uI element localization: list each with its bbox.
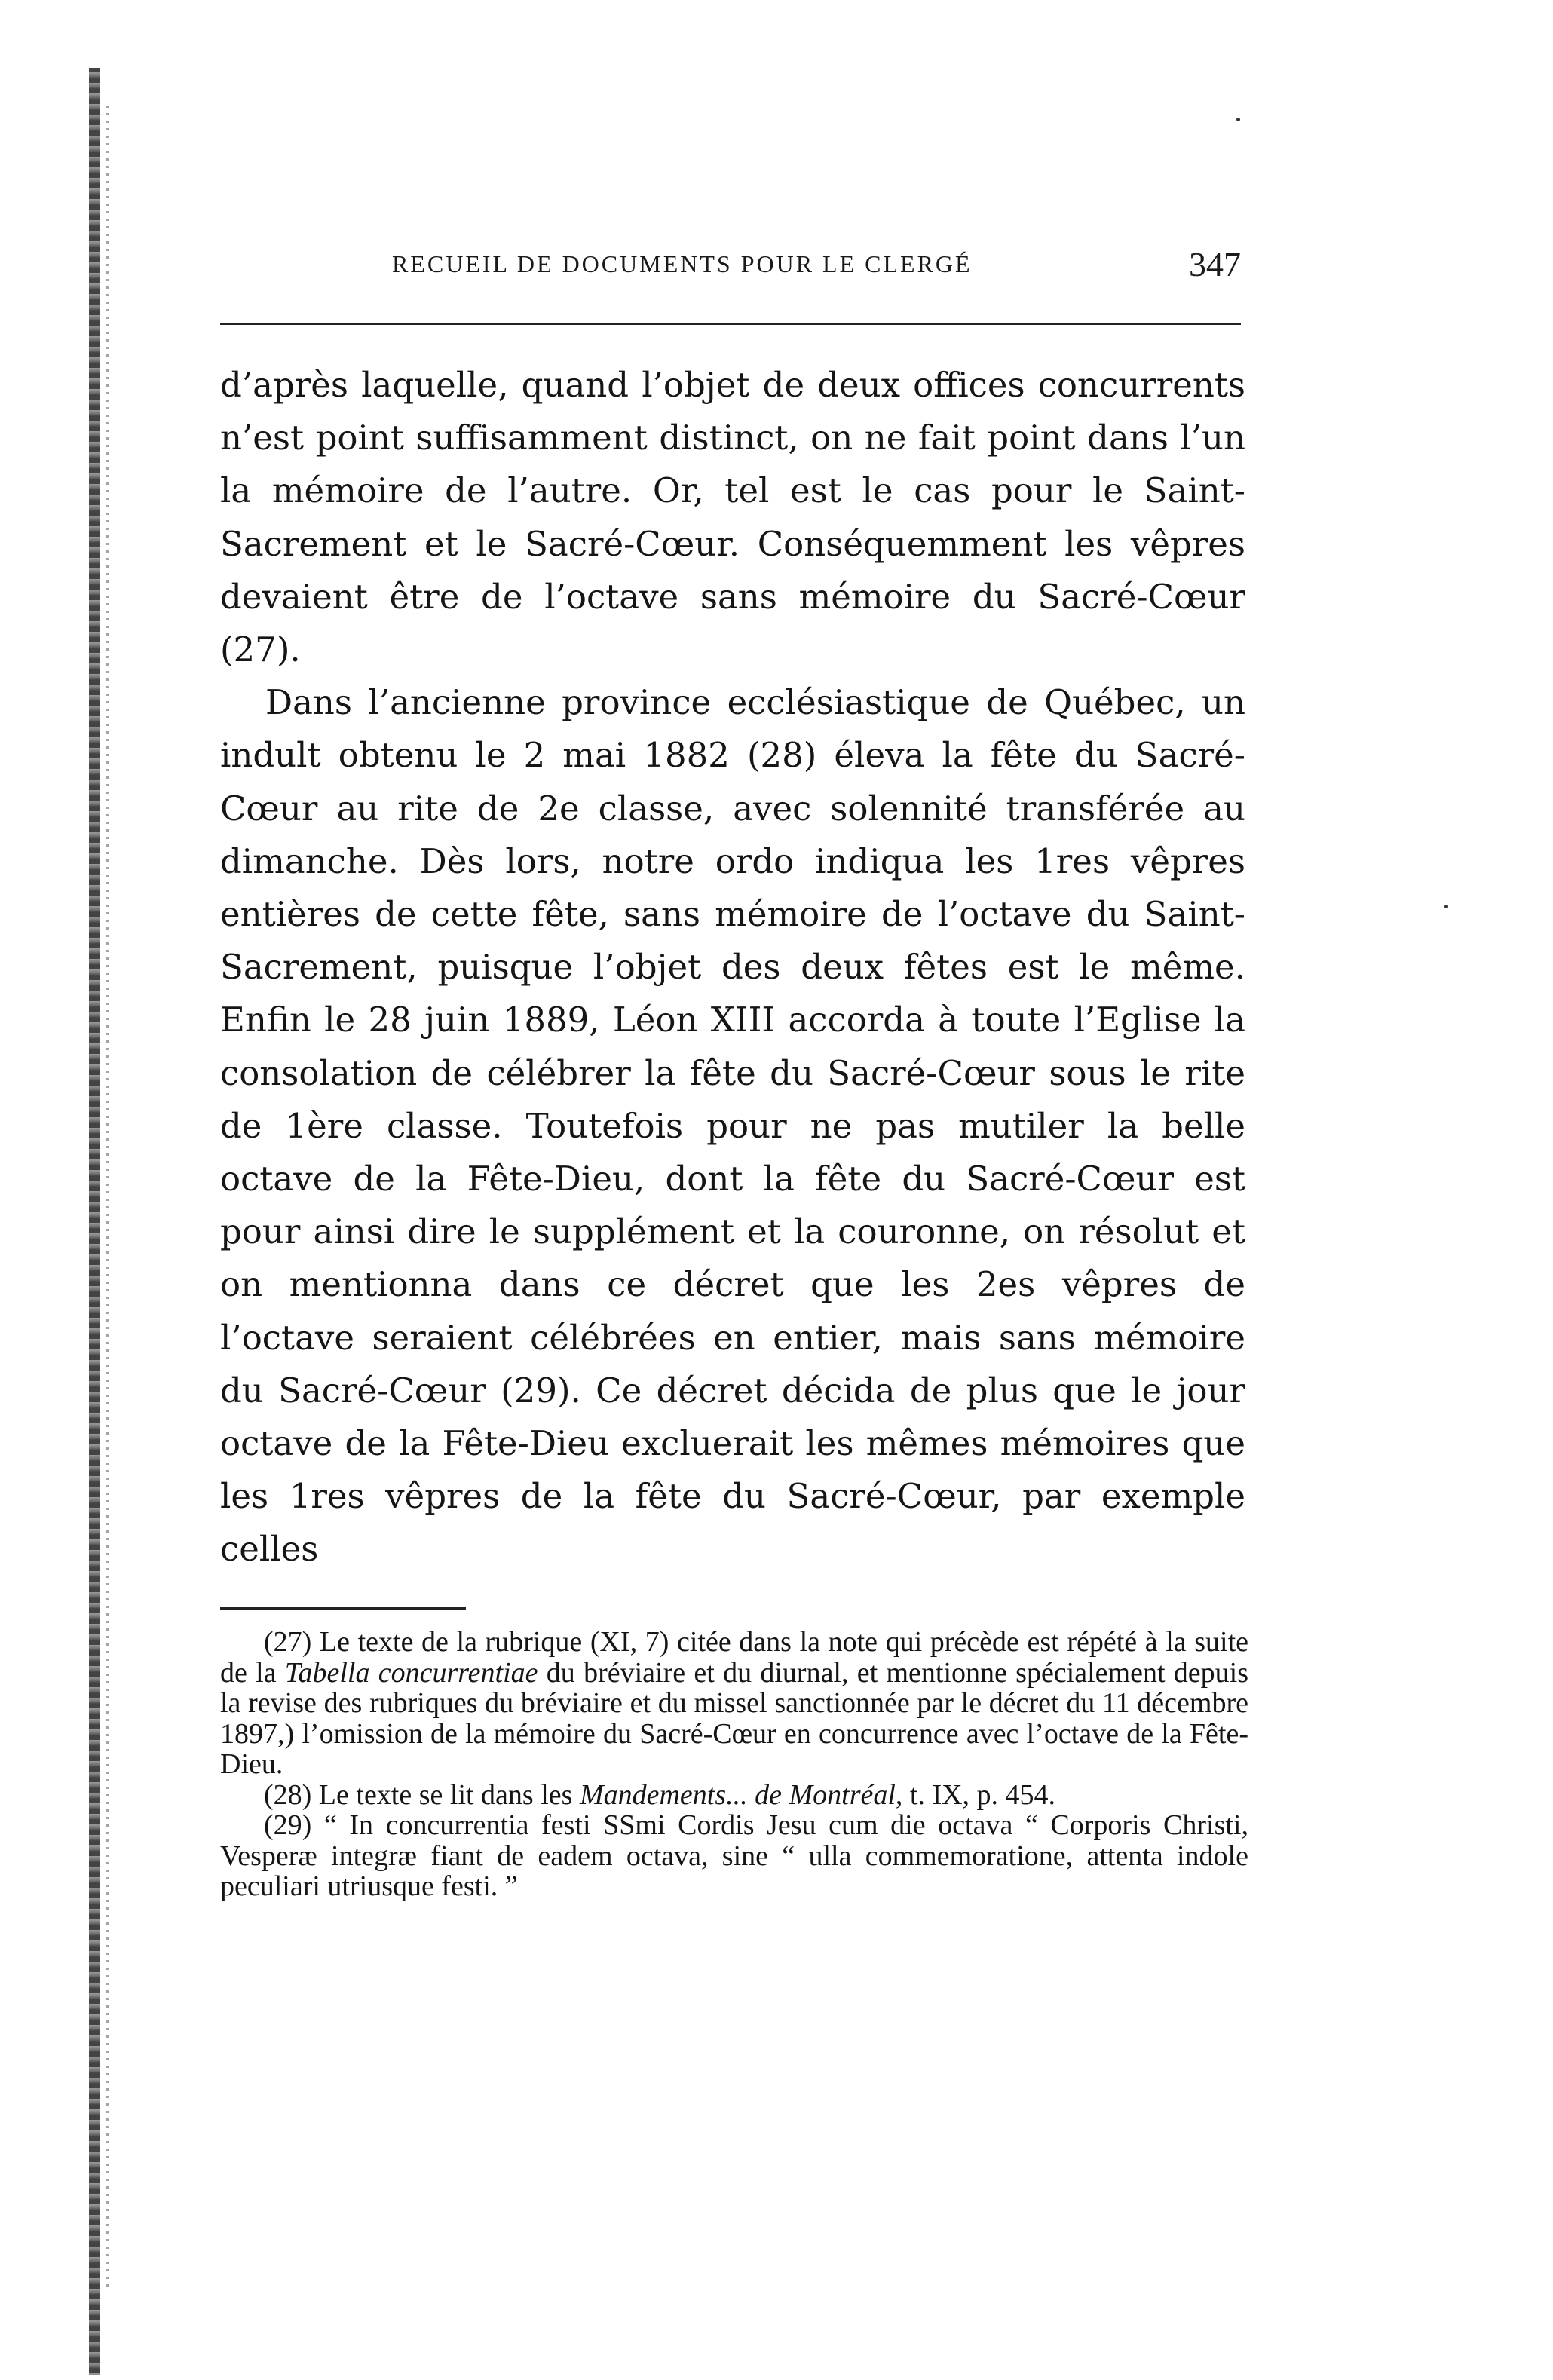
running-title: RECUEIL DE DOCUMENTS POUR LE CLERGÉ (392, 250, 973, 277)
header-rule (220, 323, 1241, 325)
book-binding-edge (89, 68, 100, 2375)
footnote-29: (29) “ In concurrentia festi SSmi Cordis Jesu cum die octava “ Corporis Christi, Vesperæ integræ fiant de eadem octava, sine “ ulla commemoratione, attenta indole peculiari utriusque festi. ” (220, 1809, 1248, 1902)
page-number: 347 (1189, 245, 1241, 283)
binding-shadow (106, 106, 109, 2292)
paper-speck (1236, 118, 1240, 121)
footnotes (220, 1627, 1248, 1902)
main-text (220, 359, 1245, 1576)
footnote-28: (28) Le texte se lit dans les Mandements... de Montréal, t. IX, p. 454. (264, 1778, 1056, 1811)
paper-speck (1444, 905, 1448, 908)
paragraph: d’après laquelle, quand l’objet de deux offices concurrents n’est point suffisamment distinct, on ne fait point dans l’un la mémoire de l’autre. Or, tel est le cas pour le Saint-Sacrement et le Sacré-Cœur. Conséquemment les vêpres devaient être de l’octave sans mémoire du Sacré-Cœur (27). (220, 365, 1245, 670)
footnote-27: (27) Le texte de la rubrique (XI, 7) citée dans la note qui précède est répété à la suite de la Tabella concurrentiae du bréviaire et du diurnal, et mentionne spécialement depuis la revise des rubriques du bréviaire et du missel sanctionnée par le décret du 11 décembre 1897,) l’omission de la mémoire du Sacré-Cœur en concurrence avec l’octave de la Fête-Dieu. (220, 1626, 1248, 1780)
paragraph: Dans l’ancienne province ecclésiastique de Québec, un indult obtenu le 2 mai 1882 (28) éleva la fête du Sacré-Cœur au rite de 2e classe, avec solennité transférée au dimanche. Dès lors, notre ordo indiqua les 1res vêpres entières de cette fête, sans mémoire de l’octave du Saint-Sacrement, puisque l’objet des deux fêtes est le même. Enfin le 28 juin 1889, Léon XIII accorda à toute l’Eglise la consolation de célébrer la fête du Sacré-Cœur sous le rite de 1ère classe. Toutefois pour ne pas mutiler la belle octave de la Fête-Dieu, dont la fête du Sacré-Cœur est pour ainsi dire le supplément et la couronne, on résolut et on mentionna dans ce décret que les 2es vêpres de l’octave seraient célébrées en entier, mais sans mémoire du Sacré-Cœur (29). Ce décret décida de plus que le jour octave de la Fête-Dieu excluerait les mêmes mémoires que les 1res vêpres de la fête du Sacré-Cœur, par exemple celles (220, 682, 1245, 1570)
page-header (220, 244, 1241, 289)
footnote-separator (220, 1607, 466, 1610)
